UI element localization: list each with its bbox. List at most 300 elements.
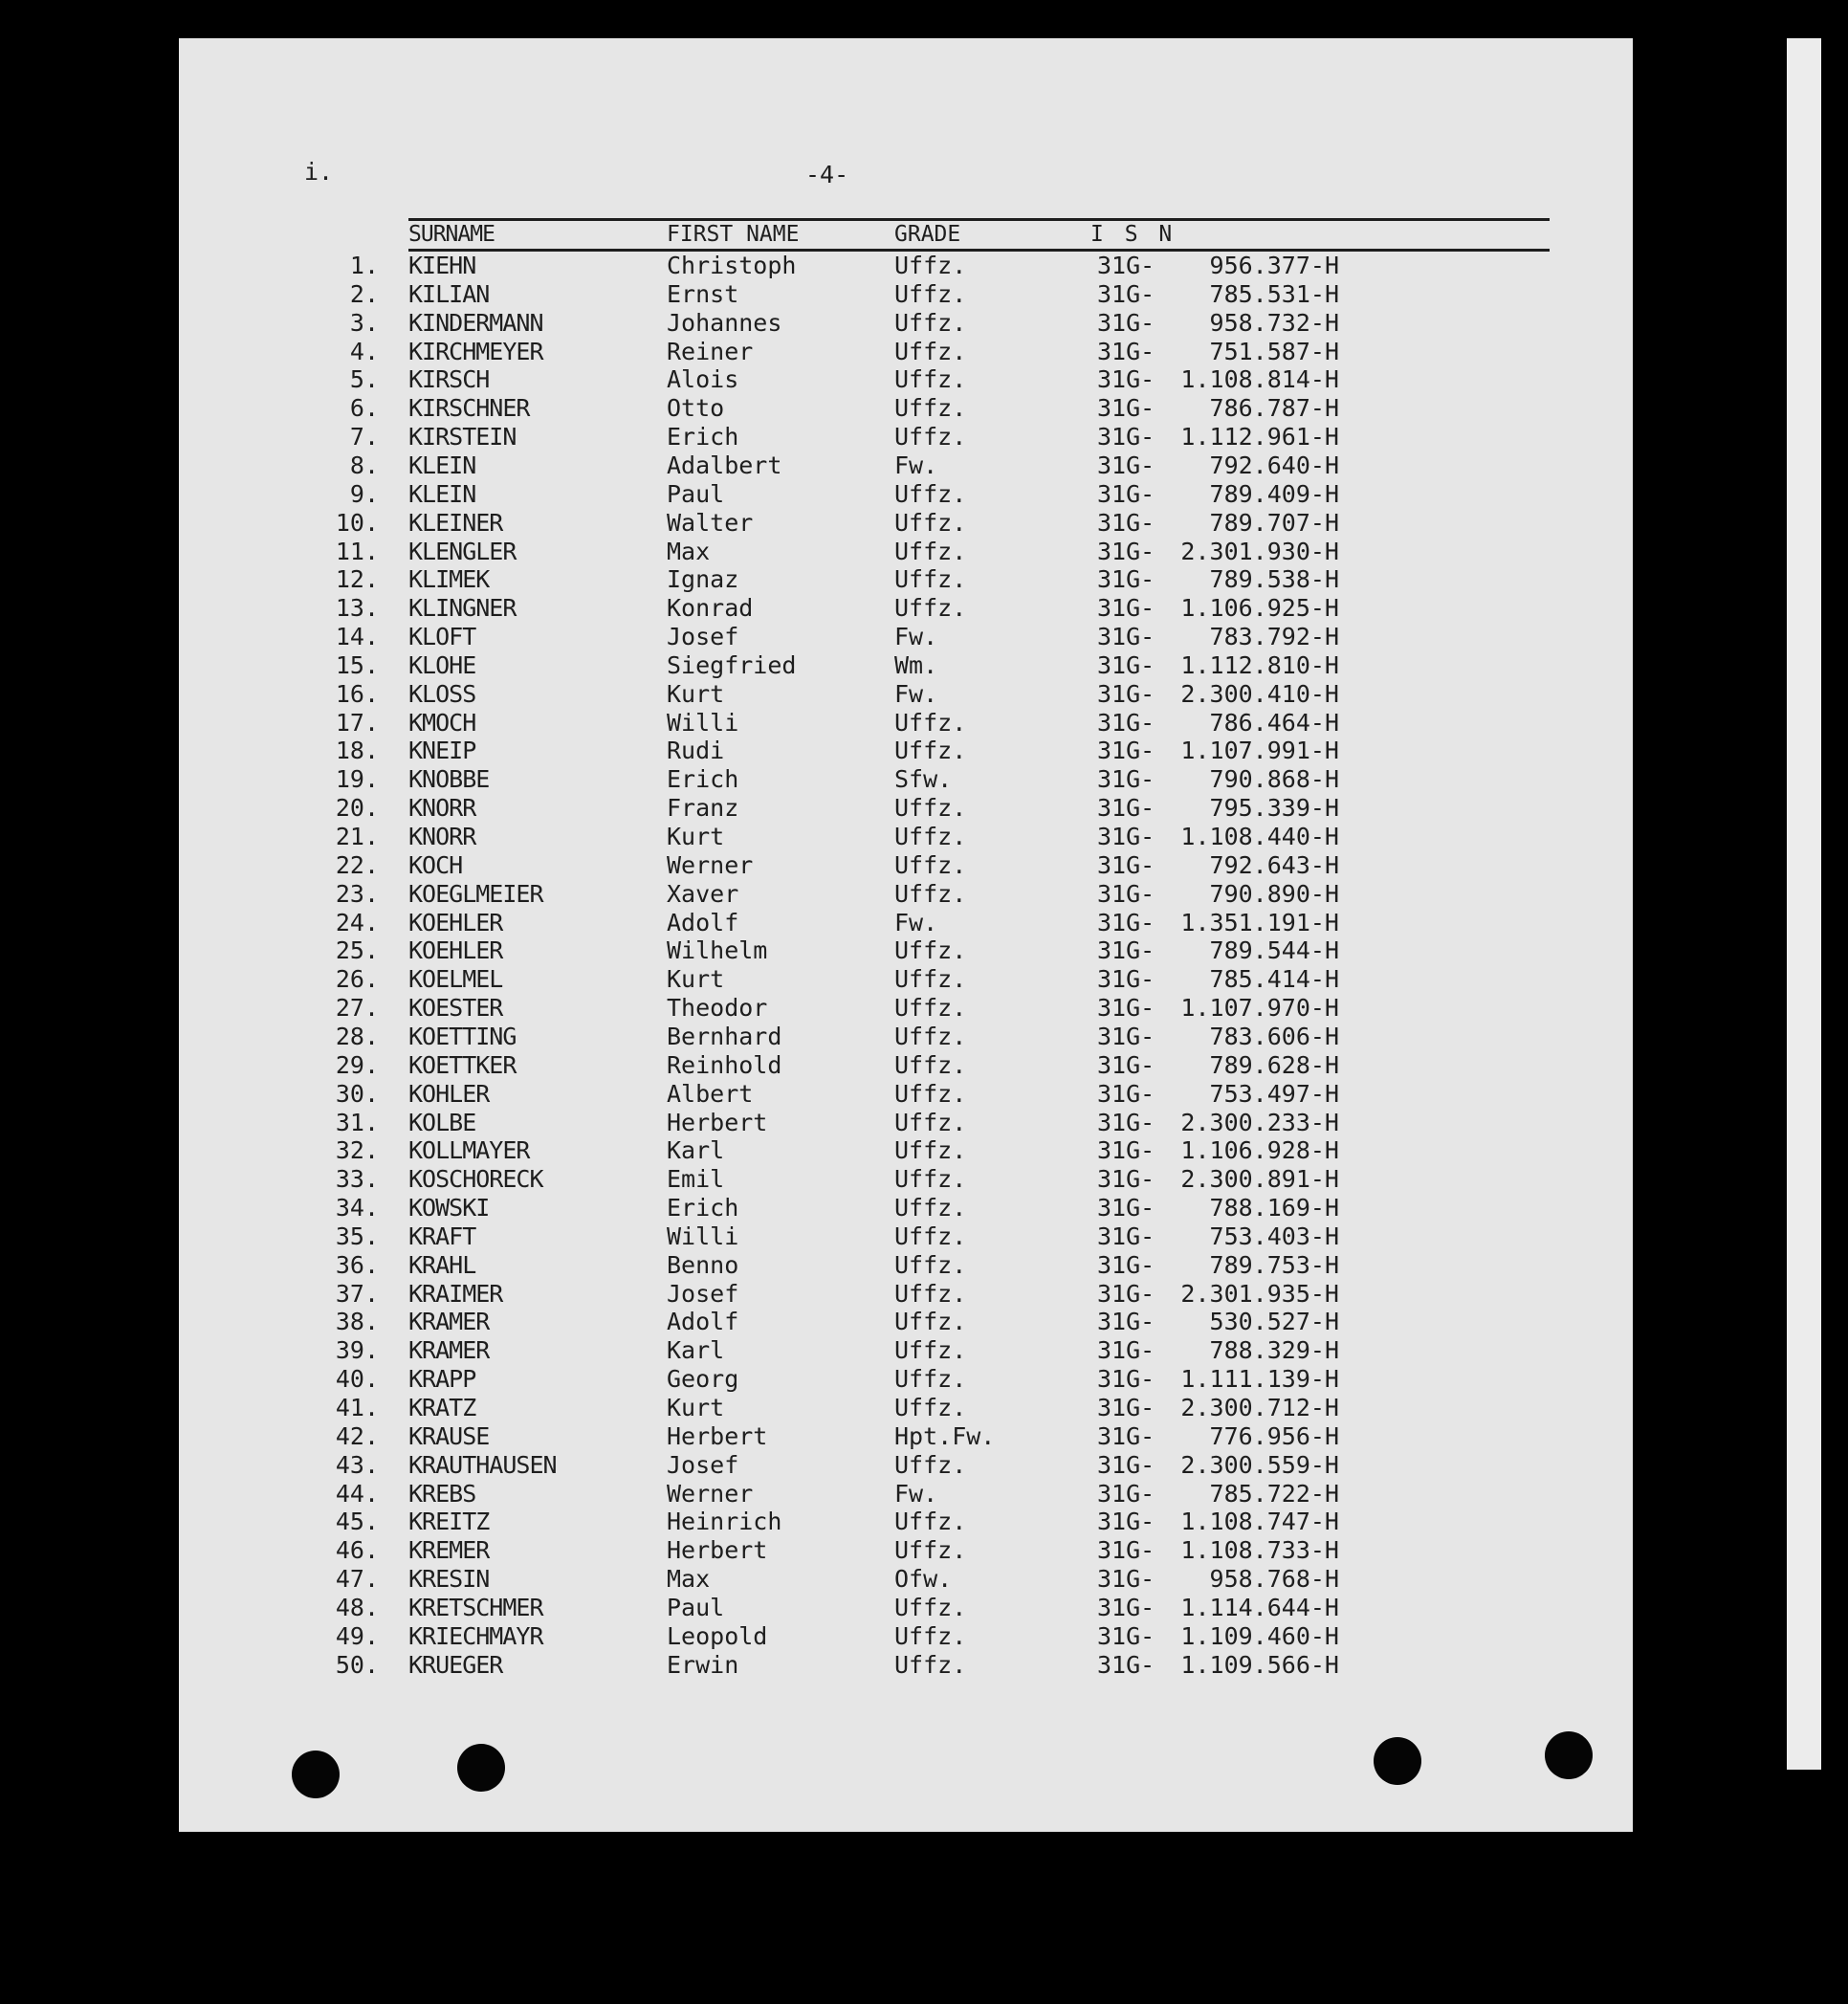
- grade: Fw.: [894, 908, 938, 936]
- row-number: 15.: [335, 650, 379, 679]
- first-name: Bernhard: [667, 1022, 782, 1050]
- table-row: [0, 965, 1848, 994]
- table-row: [0, 1394, 1848, 1422]
- isn-number: 789.409-H: [1209, 479, 1339, 508]
- isn-number: 2.300.891-H: [1180, 1165, 1339, 1194]
- isn-number: 785.414-H: [1209, 965, 1339, 994]
- grade: Uffz.: [894, 308, 967, 337]
- first-name: Adolf: [667, 908, 739, 936]
- isn-prefix: 31G-: [1097, 1050, 1155, 1079]
- first-name: Johannes: [667, 308, 782, 337]
- surname: KLOFT: [408, 623, 476, 651]
- isn-number: 786.787-H: [1209, 394, 1339, 423]
- grade: Uffz.: [894, 708, 967, 737]
- grade: Uffz.: [894, 1022, 967, 1050]
- isn-number: 1.109.460-H: [1180, 1621, 1339, 1650]
- isn-prefix: 31G-: [1097, 1650, 1155, 1679]
- surname: KRATZ: [408, 1394, 476, 1421]
- first-name: Siegfried: [667, 650, 797, 679]
- isn-prefix: 31G-: [1097, 965, 1155, 994]
- table-row: [0, 794, 1848, 823]
- grade: Uffz.: [894, 479, 967, 508]
- isn-number: 792.640-H: [1209, 451, 1339, 479]
- row-number: 41.: [335, 1394, 379, 1421]
- first-name: Kurt: [667, 965, 725, 994]
- first-name: Emil: [667, 1165, 725, 1194]
- first-name: Georg: [667, 1365, 739, 1394]
- grade: Uffz.: [894, 823, 967, 850]
- grade: Uffz.: [894, 1165, 967, 1194]
- grade: Uffz.: [894, 394, 967, 423]
- grade: Uffz.: [894, 1308, 967, 1336]
- row-number: 4.: [349, 337, 379, 365]
- row-number: 23.: [335, 879, 379, 908]
- grade: Uffz.: [894, 879, 967, 908]
- grade: Uffz.: [894, 1336, 967, 1365]
- row-number: 25.: [335, 936, 379, 965]
- first-name: Reiner: [667, 337, 754, 365]
- isn-number: 2.301.930-H: [1180, 537, 1339, 565]
- first-name: Benno: [667, 1250, 739, 1279]
- surname: KNOBBE: [408, 765, 490, 794]
- surname: KINDERMANN: [408, 308, 543, 337]
- row-number: 46.: [335, 1536, 379, 1565]
- surname: KOESTER: [408, 994, 503, 1023]
- grade: Uffz.: [894, 1108, 967, 1136]
- grade: Fw.: [894, 451, 938, 479]
- isn-number: 2.300.233-H: [1180, 1108, 1339, 1136]
- table-row: [0, 823, 1848, 851]
- first-name: Kurt: [667, 823, 725, 850]
- isn-prefix: 31G-: [1097, 1136, 1155, 1165]
- table-row: [0, 423, 1848, 451]
- isn-prefix: 31G-: [1097, 1079, 1155, 1108]
- row-number: 42.: [335, 1421, 379, 1450]
- grade: Uffz.: [894, 1079, 967, 1108]
- isn-number: 1.107.970-H: [1180, 994, 1339, 1023]
- isn-prefix: 31G-: [1097, 1479, 1155, 1508]
- isn-number: 776.956-H: [1209, 1421, 1339, 1450]
- surname: KOEHLER: [408, 936, 503, 965]
- row-number: 3.: [349, 308, 379, 337]
- isn-prefix: 31G-: [1097, 1394, 1155, 1421]
- grade: Uffz.: [894, 365, 967, 394]
- isn-number: 2.300.559-H: [1180, 1450, 1339, 1479]
- first-name: Albert: [667, 1079, 754, 1108]
- grade: Uffz.: [894, 794, 967, 823]
- isn-prefix: 31G-: [1097, 1365, 1155, 1394]
- isn-prefix: 31G-: [1097, 1336, 1155, 1365]
- isn-prefix: 31G-: [1097, 1165, 1155, 1194]
- surname: KRAMER: [408, 1308, 490, 1336]
- list-mark: i.: [304, 158, 334, 186]
- surname: KRETSCHMER: [408, 1593, 543, 1621]
- surname: KIRSCH: [408, 365, 490, 394]
- row-number: 48.: [335, 1593, 379, 1621]
- isn-prefix: 31G-: [1097, 1565, 1155, 1594]
- first-name: Leopold: [667, 1621, 768, 1650]
- surname: KLEIN: [408, 479, 476, 508]
- punch-hole: [1374, 1737, 1421, 1785]
- surname: KNORR: [408, 794, 476, 823]
- first-name: Ignaz: [667, 565, 739, 594]
- table-row: [0, 880, 1848, 909]
- row-number: 17.: [335, 708, 379, 737]
- row-number: 5.: [349, 365, 379, 394]
- isn-prefix: 31G-: [1097, 337, 1155, 365]
- grade: Uffz.: [894, 994, 967, 1023]
- table-row: [0, 480, 1848, 509]
- row-number: 35.: [335, 1222, 379, 1250]
- isn-number: 1.112.810-H: [1180, 650, 1339, 679]
- table-row: [0, 1536, 1848, 1565]
- grade: Uffz.: [894, 423, 967, 451]
- isn-number: 1.108.814-H: [1180, 365, 1339, 394]
- grade: Uffz.: [894, 1279, 967, 1308]
- grade: Uffz.: [894, 594, 967, 623]
- row-number: 47.: [335, 1565, 379, 1594]
- first-name: Josef: [667, 623, 739, 651]
- surname: KLEIN: [408, 451, 476, 479]
- isn-prefix: 31G-: [1097, 623, 1155, 651]
- isn-number: 1.109.566-H: [1180, 1650, 1339, 1679]
- table-row: [0, 994, 1848, 1023]
- table-row: [0, 309, 1848, 338]
- row-number: 11.: [335, 537, 379, 565]
- row-number: 39.: [335, 1336, 379, 1365]
- table-row: [0, 623, 1848, 651]
- table-row: [0, 1251, 1848, 1280]
- isn-prefix: 31G-: [1097, 1450, 1155, 1479]
- grade: Uffz.: [894, 1250, 967, 1279]
- table-row: [0, 1622, 1848, 1651]
- surname: KRAUSE: [408, 1421, 490, 1450]
- surname: KOHLER: [408, 1079, 490, 1108]
- surname: KIRCHMEYER: [408, 337, 543, 365]
- isn-prefix: 31G-: [1097, 252, 1155, 279]
- grade: Uffz.: [894, 1050, 967, 1079]
- surname: KLOSS: [408, 679, 476, 708]
- row-number: 26.: [335, 965, 379, 994]
- grade: Uffz.: [894, 565, 967, 594]
- row-number: 21.: [335, 823, 379, 850]
- first-name: Herbert: [667, 1536, 768, 1565]
- isn-prefix: 31G-: [1097, 1421, 1155, 1450]
- table-row: [0, 1280, 1848, 1309]
- row-number: 6.: [349, 394, 379, 423]
- table-row: [0, 1165, 1848, 1194]
- grade: Wm.: [894, 650, 938, 679]
- surname: KRIECHMAYR: [408, 1621, 543, 1650]
- row-number: 49.: [335, 1621, 379, 1650]
- first-name: Xaver: [667, 879, 739, 908]
- isn-prefix: 31G-: [1097, 1536, 1155, 1565]
- table-row: [0, 565, 1848, 594]
- row-number: 32.: [335, 1136, 379, 1165]
- isn-prefix: 31G-: [1097, 1108, 1155, 1136]
- row-number: 30.: [335, 1079, 379, 1108]
- isn-prefix: 31G-: [1097, 1194, 1155, 1222]
- isn-prefix: 31G-: [1097, 994, 1155, 1023]
- table-row: [0, 1651, 1848, 1680]
- table-row: [0, 1109, 1848, 1137]
- row-number: 44.: [335, 1479, 379, 1508]
- row-number: 18.: [335, 737, 379, 765]
- row-number: 19.: [335, 765, 379, 794]
- table-row: [0, 1594, 1848, 1622]
- first-name: Josef: [667, 1450, 739, 1479]
- first-name: Otto: [667, 394, 725, 423]
- isn-number: 785.722-H: [1209, 1479, 1339, 1508]
- surname: KOELMEL: [408, 965, 503, 994]
- table-row: [0, 680, 1848, 709]
- table-row: [0, 851, 1848, 880]
- grade: Uffz.: [894, 1593, 967, 1621]
- page-number: -4-: [805, 161, 849, 188]
- first-name: Werner: [667, 850, 754, 879]
- row-number: 40.: [335, 1365, 379, 1394]
- punch-hole: [457, 1744, 505, 1792]
- grade: Uffz.: [894, 1136, 967, 1165]
- grade: Uffz.: [894, 337, 967, 365]
- isn-prefix: 31G-: [1097, 508, 1155, 537]
- table-row: [0, 936, 1848, 965]
- first-name: Franz: [667, 794, 739, 823]
- first-name: Adolf: [667, 1308, 739, 1336]
- isn-number: 790.890-H: [1209, 879, 1339, 908]
- grade: Uffz.: [894, 537, 967, 565]
- isn-number: 790.868-H: [1209, 765, 1339, 794]
- surname: KRAFT: [408, 1222, 476, 1250]
- table-row: [0, 538, 1848, 566]
- isn-prefix: 31G-: [1097, 1508, 1155, 1536]
- isn-prefix: 31G-: [1097, 594, 1155, 623]
- first-name: Reinhold: [667, 1050, 782, 1079]
- row-number: 22.: [335, 850, 379, 879]
- isn-number: 783.792-H: [1209, 623, 1339, 651]
- isn-number: 1.111.139-H: [1180, 1365, 1339, 1394]
- isn-prefix: 31G-: [1097, 365, 1155, 394]
- table-row: [0, 1451, 1848, 1480]
- row-number: 7.: [349, 423, 379, 451]
- grade: Uffz.: [894, 1194, 967, 1222]
- grade: Uffz.: [894, 1222, 967, 1250]
- table-row: [0, 909, 1848, 937]
- isn-number: 2.300.410-H: [1180, 679, 1339, 708]
- surname: KLIMEK: [408, 565, 490, 594]
- grade: Uffz.: [894, 1394, 967, 1421]
- isn-number: 753.497-H: [1209, 1079, 1339, 1108]
- isn-number: 1.351.191-H: [1180, 908, 1339, 936]
- surname: KIRSTEIN: [408, 423, 517, 451]
- isn-number: 788.329-H: [1209, 1336, 1339, 1365]
- surname: KIEHN: [408, 252, 476, 279]
- row-number: 50.: [335, 1650, 379, 1679]
- isn-number: 792.643-H: [1209, 850, 1339, 879]
- column-headers: [0, 220, 1848, 249]
- isn-prefix: 31G-: [1097, 279, 1155, 308]
- row-number: 8.: [349, 451, 379, 479]
- row-number: 43.: [335, 1450, 379, 1479]
- first-name: Theodor: [667, 994, 768, 1023]
- first-name: Max: [667, 537, 711, 565]
- isn-prefix: 31G-: [1097, 565, 1155, 594]
- isn-number: 785.531-H: [1209, 279, 1339, 308]
- grade: Sfw.: [894, 765, 953, 794]
- first-name: Josef: [667, 1279, 739, 1308]
- isn-prefix: 31G-: [1097, 1621, 1155, 1650]
- grade: Uffz.: [894, 965, 967, 994]
- table-row: [0, 1080, 1848, 1109]
- isn-prefix: 31G-: [1097, 765, 1155, 794]
- isn-number: 956.377-H: [1209, 252, 1339, 279]
- row-number: 24.: [335, 908, 379, 936]
- isn-number: 789.753-H: [1209, 1250, 1339, 1279]
- row-number: 27.: [335, 994, 379, 1023]
- table-row: [0, 1194, 1848, 1222]
- table-row: [0, 1023, 1848, 1051]
- first-name: Ernst: [667, 279, 739, 308]
- table-row: [0, 1136, 1848, 1165]
- first-name: Walter: [667, 508, 754, 537]
- table-row: [0, 338, 1848, 366]
- isn-number: 1.108.747-H: [1180, 1508, 1339, 1536]
- isn-number: 751.587-H: [1209, 337, 1339, 365]
- surname: KLINGNER: [408, 594, 517, 623]
- surname: KLEINER: [408, 508, 503, 537]
- table-row: [0, 737, 1848, 765]
- isn-number: 789.544-H: [1209, 936, 1339, 965]
- isn-prefix: 31G-: [1097, 850, 1155, 879]
- grade: Uffz.: [894, 936, 967, 965]
- table-row: [0, 651, 1848, 680]
- grade: Fw.: [894, 623, 938, 651]
- isn-prefix: 31G-: [1097, 823, 1155, 850]
- row-number: 45.: [335, 1508, 379, 1536]
- isn-number: 1.114.644-H: [1180, 1593, 1339, 1621]
- surname: KOEGLMEIER: [408, 879, 543, 908]
- isn-prefix: 31G-: [1097, 1250, 1155, 1279]
- first-name: Willi: [667, 1222, 739, 1250]
- table-row: [0, 1308, 1848, 1336]
- first-name: Rudi: [667, 737, 725, 765]
- surname: KRAPP: [408, 1365, 476, 1394]
- isn-prefix: 31G-: [1097, 423, 1155, 451]
- grade: Uffz.: [894, 1536, 967, 1565]
- grade: Uffz.: [894, 850, 967, 879]
- table-row: [0, 1480, 1848, 1509]
- surname: KMOCH: [408, 708, 476, 737]
- table-row: [0, 451, 1848, 480]
- isn-number: 1.112.961-H: [1180, 423, 1339, 451]
- first-name: Max: [667, 1565, 711, 1594]
- row-number: 9.: [349, 479, 379, 508]
- first-name: Erich: [667, 765, 739, 794]
- surname: KILIAN: [408, 279, 490, 308]
- isn-prefix: 31G-: [1097, 737, 1155, 765]
- first-name: Kurt: [667, 679, 725, 708]
- surname: KOLBE: [408, 1108, 476, 1136]
- surname: KRAUTHAUSEN: [408, 1450, 557, 1479]
- header-first-name: FIRST NAME: [667, 222, 800, 247]
- first-name: Konrad: [667, 594, 754, 623]
- row-number: 10.: [335, 508, 379, 537]
- isn-number: 958.732-H: [1209, 308, 1339, 337]
- header-isn: I S N: [1090, 222, 1177, 247]
- header-grade: GRADE: [894, 222, 961, 247]
- grade: Fw.: [894, 1479, 938, 1508]
- row-number: 38.: [335, 1308, 379, 1336]
- surname: KLOHE: [408, 650, 476, 679]
- surname: KOSCHORECK: [408, 1165, 543, 1194]
- table-row: [0, 1222, 1848, 1251]
- row-number: 16.: [335, 679, 379, 708]
- first-name: Herbert: [667, 1108, 768, 1136]
- isn-prefix: 31G-: [1097, 679, 1155, 708]
- isn-number: 1.108.440-H: [1180, 823, 1339, 850]
- grade: Uffz.: [894, 737, 967, 765]
- isn-number: 1.107.991-H: [1180, 737, 1339, 765]
- isn-number: 2.301.935-H: [1180, 1279, 1339, 1308]
- table-row: [0, 1508, 1848, 1536]
- table-row: [0, 509, 1848, 538]
- isn-prefix: 31G-: [1097, 308, 1155, 337]
- first-name: Karl: [667, 1136, 725, 1165]
- surname: KREMER: [408, 1536, 490, 1565]
- surname: KOCH: [408, 850, 463, 879]
- row-number: 31.: [335, 1108, 379, 1136]
- isn-number: 789.538-H: [1209, 565, 1339, 594]
- table-row: [0, 252, 1848, 280]
- surname: KREBS: [408, 1479, 476, 1508]
- table-row: [0, 280, 1848, 309]
- surname: KNORR: [408, 823, 476, 850]
- surname: KOETTKER: [408, 1050, 517, 1079]
- isn-prefix: 31G-: [1097, 650, 1155, 679]
- table-row: [0, 1422, 1848, 1451]
- surname: KRAHL: [408, 1250, 476, 1279]
- row-number: 33.: [335, 1165, 379, 1194]
- isn-number: 753.403-H: [1209, 1222, 1339, 1250]
- surname: KOETTING: [408, 1022, 517, 1050]
- isn-number: 786.464-H: [1209, 708, 1339, 737]
- header-surname: SURNAME: [408, 222, 495, 247]
- grade: Uffz.: [894, 252, 967, 279]
- isn-number: 530.527-H: [1209, 1308, 1339, 1336]
- surname: KRAIMER: [408, 1279, 503, 1308]
- first-name: Erich: [667, 1194, 739, 1222]
- row-number: 36.: [335, 1250, 379, 1279]
- grade: Uffz.: [894, 1365, 967, 1394]
- grade: Uffz.: [894, 1621, 967, 1650]
- row-number: 29.: [335, 1050, 379, 1079]
- isn-number: 789.628-H: [1209, 1050, 1339, 1079]
- first-name: Kurt: [667, 1394, 725, 1421]
- grade: Hpt.Fw.: [894, 1421, 996, 1450]
- grade: Fw.: [894, 679, 938, 708]
- isn-prefix: 31G-: [1097, 394, 1155, 423]
- isn-number: 788.169-H: [1209, 1194, 1339, 1222]
- isn-number: 789.707-H: [1209, 508, 1339, 537]
- grade: Uffz.: [894, 1650, 967, 1679]
- isn-prefix: 31G-: [1097, 1593, 1155, 1621]
- table-row: [0, 709, 1848, 738]
- surname: KRUEGER: [408, 1650, 503, 1679]
- isn-prefix: 31G-: [1097, 537, 1155, 565]
- table-row: [0, 765, 1848, 794]
- isn-number: 795.339-H: [1209, 794, 1339, 823]
- first-name: Karl: [667, 1336, 725, 1365]
